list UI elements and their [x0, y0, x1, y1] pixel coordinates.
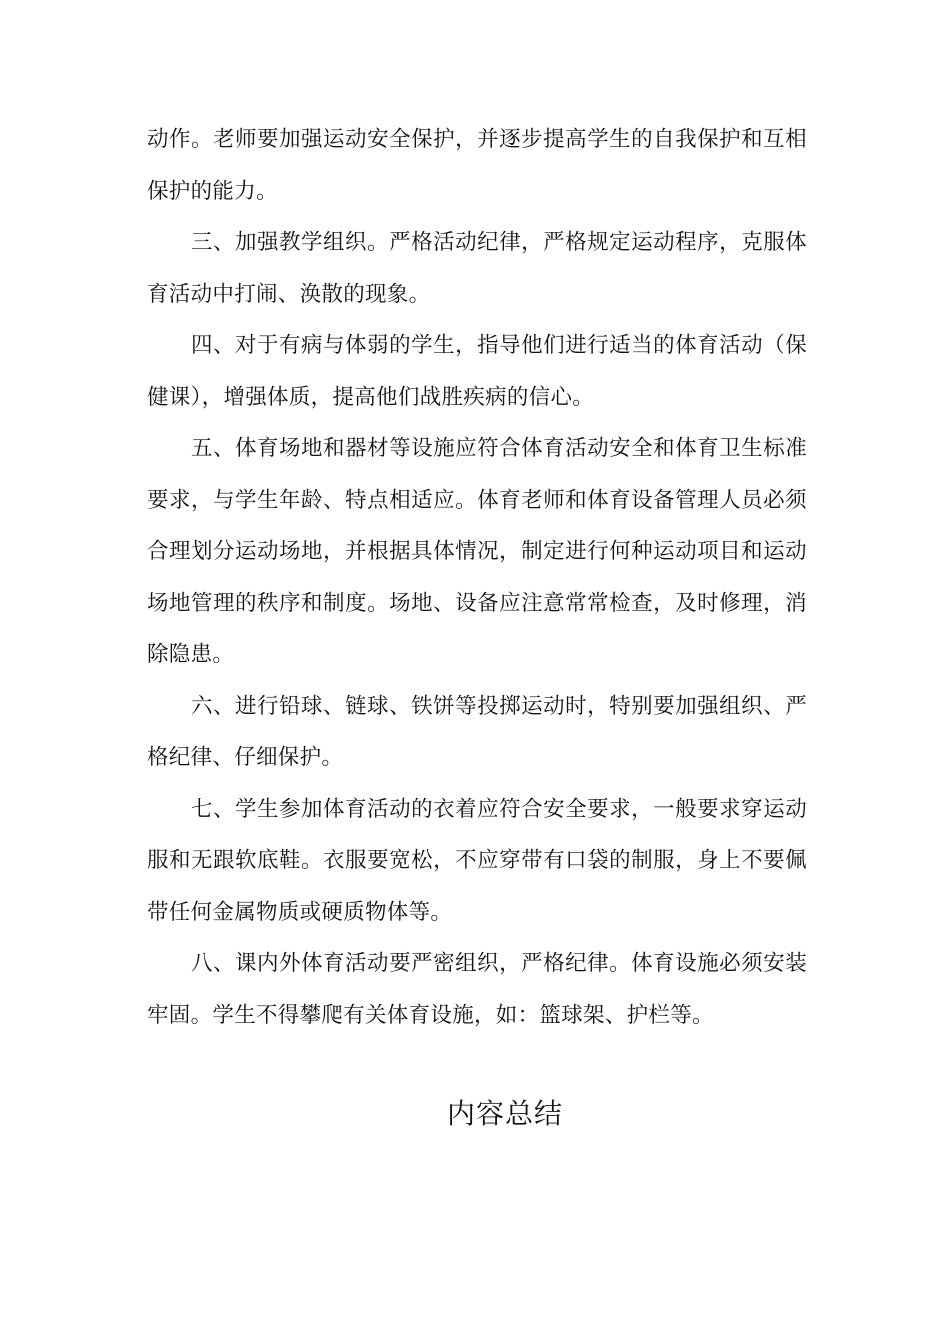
paragraph-item-7: 七、学生参加体育活动的衣着应符合安全要求，一般要求穿运动服和无跟软底鞋。衣服要宽松，不应穿带有口袋的制服，身上不要佩带任何金属物质或硬质物体等。	[147, 796, 807, 925]
paragraph-item-5: 五、体育场地和器材等设施应符合体育活动安全和体育卫生标准要求，与学生年龄、特点相适应。体育老师和体育设备管理人员必须合理划分运动场地，并根据具体情况，制定进行何种运动项目和运动场地管理的秩序和制度。场地、设备应注意常常检查，及时修理，消除隐患。	[147, 436, 807, 667]
paragraph-continuation: 动作。老师要加强运动安全保护，并逐步提高学生的自我保护和互相保护的能力。	[147, 127, 807, 204]
paragraph-item-6: 六、进行铅球、链球、铁饼等投掷运动时，特别要加强组织、严格纪律、仔细保护。	[147, 693, 807, 770]
paragraph-item-4: 四、对于有病与体弱的学生，指导他们进行适当的体育活动（保健课），增强体质，提高他们战胜疾病的信心。	[147, 333, 807, 410]
paragraph-item-3: 三、加强教学组织。严格活动纪律，严格规定运动程序，克服体育活动中打闹、涣散的现象。	[147, 230, 807, 307]
document-body	[147, 114, 807, 1041]
paragraph-item-8: 八、课内外体育活动要严密组织，严格纪律。体育设施必须安装牢固。学生不得攀爬有关体育设施，如：篮球架、护栏等。	[147, 951, 807, 1028]
summary-heading: 内容总结	[446, 1097, 563, 1130]
